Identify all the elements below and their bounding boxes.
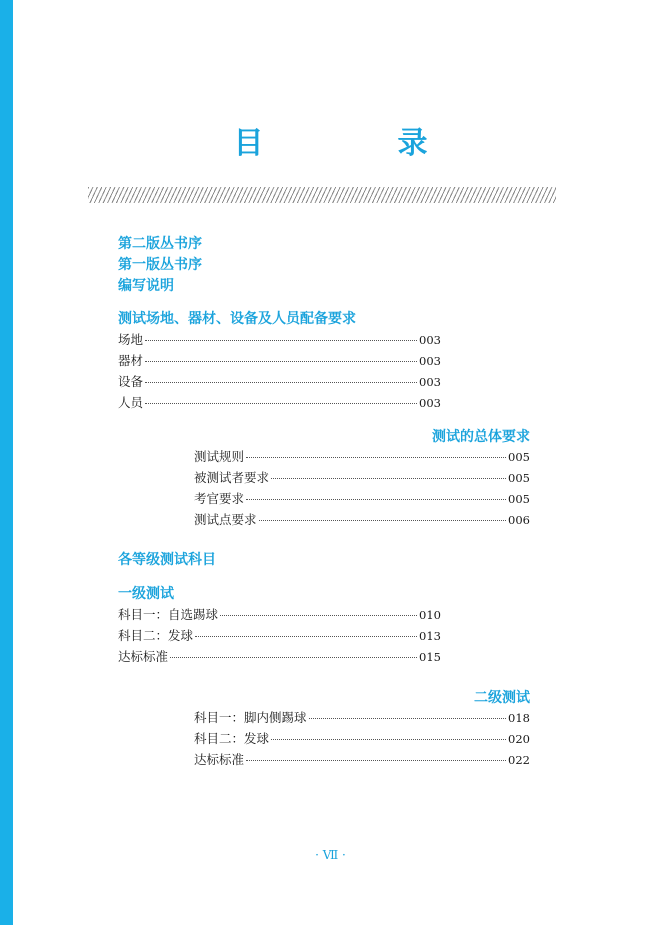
toc-entry[interactable] [194,750,530,768]
toc-entry-label: 达标标准 [194,752,245,767]
toc-entry[interactable] [194,489,530,507]
dot-leader [246,499,506,500]
toc-entry[interactable] [118,330,441,348]
toc-entry-label: 科目二：发球 [118,628,194,643]
toc-entry[interactable] [118,393,441,411]
dot-leader [271,478,506,479]
toc-entry-page: 015 [419,650,441,664]
dot-leader [309,718,507,719]
toc-entry[interactable] [118,605,441,623]
toc-front-item[interactable]: 第一版丛书序 [118,257,202,273]
dot-leader [220,615,417,616]
toc-entry-label: 测试点要求 [194,512,257,527]
dot-leader [145,361,417,362]
page-title: 目 录 [233,126,480,161]
dot-leader [145,382,417,383]
toc-entry[interactable] [194,510,530,528]
section-heading[interactable]: 各等级测试科目 [118,552,216,568]
toc-entry-label: 人员 [118,395,144,410]
toc-entry-page: 003 [419,375,441,389]
dot-leader [246,760,506,761]
dot-leader [145,403,417,404]
toc-entry-page: 013 [419,629,441,643]
toc-entry[interactable] [118,351,441,369]
toc-entry-label: 测试规则 [194,449,245,464]
toc-entry[interactable] [194,708,530,726]
toc-entry-page: 010 [419,608,441,622]
toc-entry-page: 003 [419,396,441,410]
dot-leader [145,340,417,341]
section-heading[interactable]: 测试场地、器材、设备及人员配备要求 [118,311,356,327]
hatch-divider [88,187,556,203]
toc-entry[interactable] [118,372,441,390]
toc-entry-label: 科目二：发球 [194,731,270,746]
dot-leader [170,657,417,658]
dot-leader [271,739,506,740]
toc-entry-page: 020 [508,732,530,746]
toc-entry-page: 005 [508,492,530,506]
toc-entry[interactable] [194,729,530,747]
toc-entry[interactable] [194,468,530,486]
page-number: · Ⅶ · [315,848,346,862]
dot-leader [246,457,506,458]
toc-entry[interactable] [194,447,530,465]
toc-entry-label: 场地 [118,332,144,347]
toc-entry-page: 005 [508,450,530,464]
toc-entry-label: 设备 [118,374,144,389]
toc-entry[interactable] [118,647,441,665]
toc-entry[interactable] [118,626,441,644]
toc-front-item[interactable]: 第二版丛书序 [118,236,202,252]
toc-entry-page: 003 [419,333,441,347]
subsection-heading[interactable]: 二级测试 [474,690,530,706]
toc-entry-page: 022 [508,753,530,767]
toc-entry-page: 018 [508,711,530,725]
dot-leader [259,520,507,521]
toc-entry-label: 科目一：脚内侧踢球 [194,710,307,725]
toc-entry-page: 006 [508,513,530,527]
toc-entry-label: 达标标准 [118,649,169,664]
toc-entry-label: 被测试者要求 [194,470,270,485]
dot-leader [195,636,417,637]
toc-entry-label: 器材 [118,353,144,368]
toc-entry-label: 考官要求 [194,491,245,506]
toc-entry-page: 005 [508,471,530,485]
section-heading[interactable]: 测试的总体要求 [432,429,530,445]
toc-entry-page: 003 [419,354,441,368]
toc-front-item[interactable]: 编写说明 [118,278,174,294]
toc-entry-label: 科目一：自选踢球 [118,607,219,622]
subsection-heading[interactable]: 一级测试 [118,586,174,602]
